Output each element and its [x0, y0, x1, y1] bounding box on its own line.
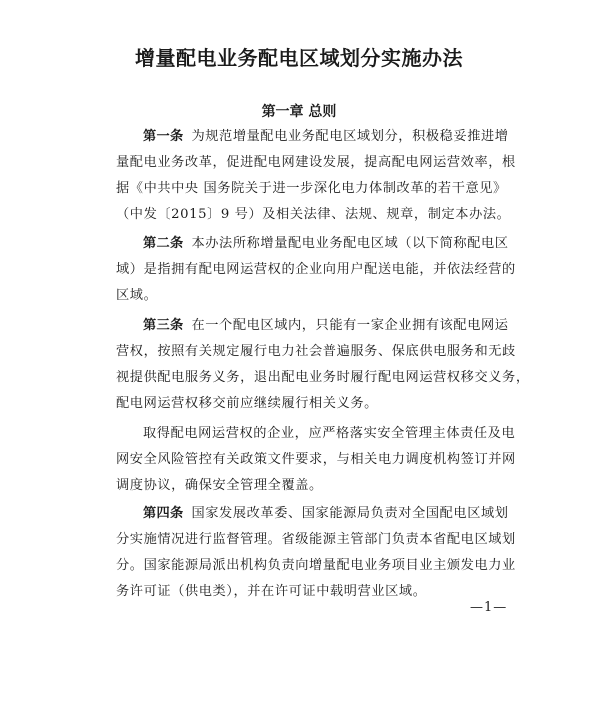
- article-2-text-1: 本办法所称增量配电业务配电区域（以下简称配电区: [191, 236, 509, 251]
- article-2-label: 第二条: [143, 236, 184, 251]
- article-3-line-4: 配电网运营权移交前应继续履行相关义务。: [116, 396, 378, 411]
- chapter-heading: 第一章 总则: [261, 104, 337, 120]
- article-2-line-3: 区域。: [116, 288, 158, 303]
- article-3-label: 第三条: [143, 318, 184, 333]
- article-3-line-1: [143, 313, 509, 339]
- article-1-label: 第一条: [143, 129, 184, 144]
- article-1-line-2: 量配电业务改革，促进配电网建设发展，提高配电网运营效率，根: [116, 155, 516, 170]
- article-1-line-3: 据《中共中央 国务院关于进一步深化电力体制改革的若干意见》: [116, 181, 507, 196]
- article-3-line-3: 视提供配电服务义务，退出配电业务时履行配电网运营权移交义务，: [116, 370, 530, 385]
- article-2-line-2: 域）是指拥有配电网运营权的企业向用户配送电能，并依法经营的: [116, 262, 516, 277]
- article-3-para-2-line-2: 网安全风险管控有关政策文件要求，与相关电力调度机构签订并网: [116, 452, 516, 467]
- article-2-line-1: [143, 231, 509, 257]
- article-3-para-2-line-1: 取得配电网运营权的企业，应严格落实安全管理主体责任及电: [143, 426, 516, 441]
- article-1-line-1: [143, 124, 509, 150]
- page-number: —1—: [470, 600, 508, 615]
- article-4-line-2: 分实施情况进行监督管理。省级能源主管部门负责本省配电区域划: [116, 532, 516, 547]
- article-1-text-1: 为规范增量配电业务配电区域划分，积极稳妥推进增: [191, 129, 509, 144]
- article-1-line-4: （中发〔2015〕9 号）及相关法律、法规、规章，制定本办法。: [116, 207, 511, 222]
- article-3-para-2-line-3: 调度协议，确保安全管理全覆盖。: [116, 478, 323, 493]
- article-4-line-4: 务许可证（供电类），并在许可证中载明营业区域。: [116, 584, 427, 599]
- article-4-text-1: 国家发展改革委、国家能源局负责对全国配电区域划: [191, 506, 509, 521]
- article-4-label: 第四条: [143, 506, 184, 521]
- article-4-line-1: [143, 501, 509, 527]
- document-title: 增量配电业务配电区域划分实施办法: [135, 46, 463, 70]
- article-4-line-3: 分。国家能源局派出机构负责向增量配电业务项目业主颁发电力业: [116, 558, 516, 573]
- article-3-text-1: 在一个配电区域内，只能有一家企业拥有该配电网运: [191, 318, 509, 333]
- article-3-line-2: 营权，按照有关规定履行电力社会普遍服务、保底供电服务和无歧: [116, 344, 516, 359]
